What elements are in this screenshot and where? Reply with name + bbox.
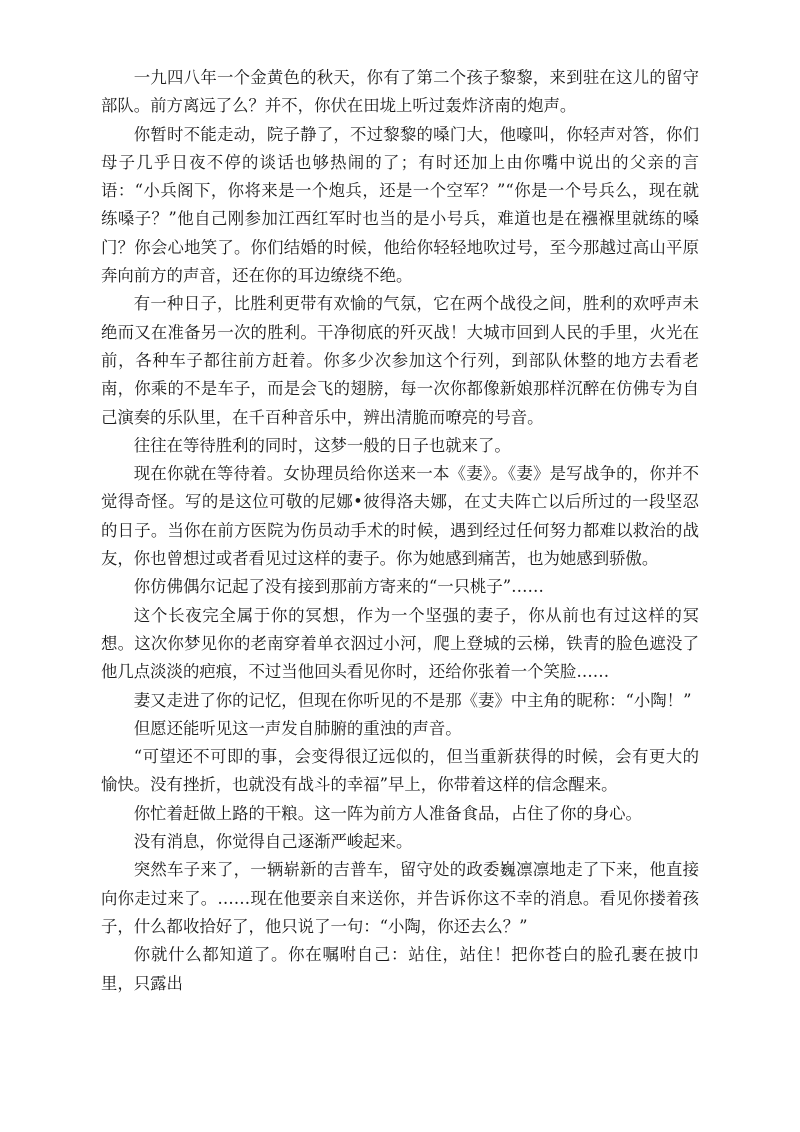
article-body (101, 64, 699, 998)
paragraph: 往往在等待胜利的同时，这梦一般的日子也就来了。 (133, 435, 511, 455)
paragraph: 你仿佛偶尔记起了没有接到那前方寄来的“一只桃子”…… (133, 577, 544, 597)
paragraph: 你就什么都知道了。你在嘱咐自己：站住，站住！把你苍白的脸孔裹在披巾里，只露出 (101, 945, 699, 993)
paragraph: “可望还不可即的事，会变得很辽远似的，但当重新获得的时候，会有更大的愉快。没有挫折，也就没有战斗的幸福”早上，你带着这样的信念醒来。 (101, 747, 699, 795)
paragraph: 一九四八年一个金黄色的秋天，你有了第二个孩子黎黎，来到驻在这儿的留守部队。前方离远了么？并不，你伏在田垅上听过轰炸济南的炮声。 (101, 68, 699, 116)
paragraph: 有一种日子，比胜利更带有欢愉的气氛，它在两个战役之间，胜利的欢呼声未绝而又在准备另一次的胜利。干净彻底的歼灭战！大城市回到人民的手里，火光在前，各种车子都往前方赶着。你多少次参加这个行列，到部队休整的地方去看老南，你乘的不是车子，而是会飞的翅膀，每一次你都像新娘那样沉醉在仿佛专为自己演奏的乐队里，在千百种音乐中，辨出清脆而嘹亮的号音。 (101, 294, 699, 427)
paragraph: 没有消息，你觉得自己逐渐严峻起来。 (133, 832, 413, 852)
paragraph: 但愿还能听见这一声发自肺腑的重浊的声音。 (133, 718, 462, 738)
paragraph: 突然车子来了，一辆崭新的吉普车，留守处的政委巍凛凛地走了下来，他直接向你走过来了。……现在他要亲自来送你，并告诉你这不幸的消息。看见你搂着孩子，什么都收拾好了，他只说了一句：“小陶，你还去么？” (101, 860, 699, 936)
paragraph: 妻又走进了你的记忆，但现在你听见的不是那《妻》中主角的昵称：“小陶！” (133, 690, 692, 710)
paragraph: 你忙着赶做上路的干粮。这一阵为前方人准备食品，占住了你的身心。 (133, 803, 642, 823)
paragraph: 现在你就在等待着。女协理员给你送来一本《妻》。《妻》是写战争的，你并不觉得奇怪。写的是这位可敬的尼娜•彼得洛夫娜，在丈夫阵亡以后所过的一段坚忍的日子。当你在前方医院为伤员动手术的时候，遇到经过任何努力都难以救治的战友，你也曾想过或者看见过这样的妻子。你为她感到痛苦，也为她感到骄傲。 (101, 464, 699, 569)
paragraph: 这个长夜完全属于你的冥想，作为一个坚强的妻子，你从前也有过这样的冥想。这次你梦见你的老南穿着单衣泅过小河，爬上登城的云梯，铁青的脸色遮没了他几点淡淡的疤痕，不过当他回头看见你时，还给你张着一个笑脸…… (101, 605, 699, 682)
paragraph: 你暂时不能走动，院子静了，不过黎黎的嗓门大，他嚎叫，你轻声对答，你们母子几乎日夜不停的谈话也够热闹的了；有时还加上由你嘴中说出的父亲的言语：“小兵阁下，你将来是一个炮兵，还是一个空军？”“你是一个号兵么，现在就练嗓子？”他自己刚参加江西红军时也当的是小号兵，难道也是在襁褓里就练的嗓门？你会心地笑了。你们结婚的时候，他给你轻轻地吹过号，至今那越过高山平原奔向前方的声音，还在你的耳边缭绕不绝。 (101, 124, 699, 286)
